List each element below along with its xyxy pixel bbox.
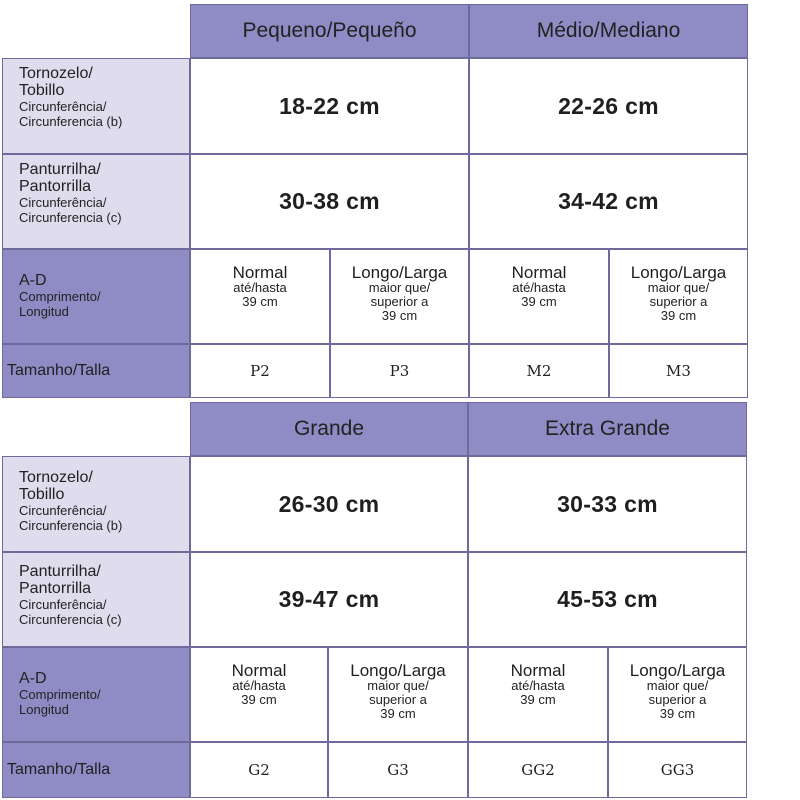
length-long-greater-than: superior a xyxy=(649,294,708,309)
length-long-title: Longo/Larga xyxy=(350,661,446,680)
length-long-greater-than: superior a xyxy=(369,692,427,707)
length-normal-small xyxy=(190,249,330,344)
calf-label-es: Pantorrilla xyxy=(19,178,92,195)
ankle-label-es: Tobillo xyxy=(19,486,65,503)
header-large: Grande xyxy=(190,402,468,456)
header-extra-large: Extra Grande xyxy=(468,402,747,456)
length-normal-medium xyxy=(469,249,609,344)
length-label-es: Longitud xyxy=(19,702,69,717)
length-normal-upto: até/hasta xyxy=(512,280,566,295)
row-label-ankle xyxy=(2,456,190,552)
length-long-small xyxy=(330,249,469,344)
size-code-gg2: GG2 xyxy=(468,742,608,798)
calf-value-medium: 34-42 cm xyxy=(469,154,748,249)
size-code-gg3: GG3 xyxy=(608,742,747,798)
length-long-more-than: maior que/ xyxy=(647,280,710,295)
length-label-es: Longitud xyxy=(19,304,69,319)
ankle-circ-es: Circunferencia (b) xyxy=(19,518,123,533)
length-long-greater-than: superior a xyxy=(648,692,707,707)
length-normal-cm: 39 cm xyxy=(521,294,557,309)
length-normal-title: Normal xyxy=(231,661,287,680)
length-long-title: Longo/Larga xyxy=(630,263,727,282)
calf-value-extra-large: 45-53 cm xyxy=(468,552,747,647)
ankle-label-pt: Tornozelo/ xyxy=(19,469,93,486)
calf-circ-pt: Circunferência/ xyxy=(19,597,107,612)
ankle-label-pt: Tornozelo/ xyxy=(19,65,93,82)
length-long-greater-than: superior a xyxy=(370,294,429,309)
length-long-more-than: maior que/ xyxy=(368,280,431,295)
size-code-p2: P2 xyxy=(190,344,330,398)
calf-value-large: 39-47 cm xyxy=(190,552,468,647)
length-normal-title: Normal xyxy=(232,263,288,282)
ankle-circ-pt: Circunferência/ xyxy=(19,99,107,114)
ankle-label-es: Tobillo xyxy=(19,82,65,99)
length-long-cm: 39 cm xyxy=(660,308,697,323)
size-code-p3: P3 xyxy=(330,344,469,398)
size-code-m3: M3 xyxy=(609,344,748,398)
header-medium: Médio/Mediano xyxy=(469,4,748,58)
length-long-cm: 39 cm xyxy=(659,706,696,721)
calf-value-small: 30-38 cm xyxy=(190,154,469,249)
length-normal-title: Normal xyxy=(510,661,566,680)
length-long-extra-large xyxy=(608,647,747,742)
length-normal-cm: 39 cm xyxy=(520,692,556,707)
size-code-m2: M2 xyxy=(469,344,609,398)
ankle-circ-es: Circunferencia (b) xyxy=(19,114,123,129)
length-label-ad: A-D xyxy=(19,272,47,289)
length-long-cm: 39 cm xyxy=(380,706,416,721)
header-small: Pequeno/Pequeño xyxy=(190,4,469,58)
length-label-ad: A-D xyxy=(19,670,47,687)
ankle-value-extra-large: 30-33 cm xyxy=(468,456,747,552)
size-code-g3: G3 xyxy=(328,742,468,798)
length-long-title: Longo/Larga xyxy=(629,661,726,680)
calf-label-es: Pantorrilla xyxy=(19,580,92,597)
row-label-size: Tamanho/Talla xyxy=(2,742,190,798)
length-label-pt: Comprimento/ xyxy=(19,289,101,304)
length-normal-upto: até/hasta xyxy=(511,678,565,693)
ankle-value-medium: 22-26 cm xyxy=(469,58,748,154)
row-label-calf xyxy=(2,552,190,647)
row-label-length xyxy=(2,647,190,742)
length-normal-large xyxy=(190,647,328,742)
row-label-size: Tamanho/Talla xyxy=(2,344,190,398)
length-normal-cm: 39 cm xyxy=(242,294,278,309)
length-normal-upto: até/hasta xyxy=(233,280,287,295)
length-normal-title: Normal xyxy=(511,263,567,282)
row-label-calf xyxy=(2,154,190,249)
length-normal-extra-large xyxy=(468,647,608,742)
row-label-ankle xyxy=(2,58,190,154)
length-label-pt: Comprimento/ xyxy=(19,687,101,702)
length-long-cm: 39 cm xyxy=(381,308,418,323)
row-label-length xyxy=(2,249,190,344)
length-normal-upto: até/hasta xyxy=(232,678,286,693)
length-long-title: Longo/Larga xyxy=(351,263,448,282)
calf-label-pt: Panturrilha/ xyxy=(19,563,101,580)
calf-circ-pt: Circunferência/ xyxy=(19,195,107,210)
length-long-more-than: maior que/ xyxy=(646,678,709,693)
length-long-more-than: maior que/ xyxy=(367,678,429,693)
calf-circ-es: Circunferencia (c) xyxy=(19,210,122,225)
size-code-g2: G2 xyxy=(190,742,328,798)
ankle-circ-pt: Circunferência/ xyxy=(19,503,107,518)
calf-circ-es: Circunferencia (c) xyxy=(19,612,122,627)
ankle-value-large: 26-30 cm xyxy=(190,456,468,552)
length-normal-cm: 39 cm xyxy=(241,692,277,707)
length-long-medium xyxy=(609,249,748,344)
ankle-value-small: 18-22 cm xyxy=(190,58,469,154)
length-long-large xyxy=(328,647,468,742)
calf-label-pt: Panturrilha/ xyxy=(19,161,101,178)
